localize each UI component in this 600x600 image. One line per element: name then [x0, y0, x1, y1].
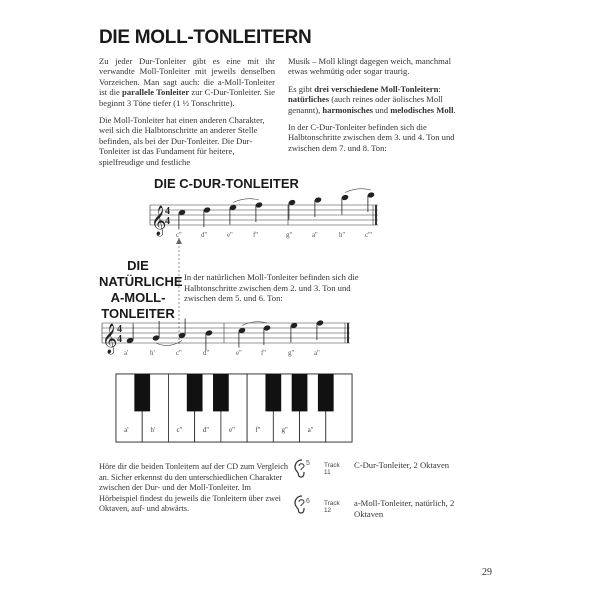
text: :	[438, 83, 441, 94]
intro-paragraph-2: Die Moll-Tonleiter hat einen anderen Charakter, weil sich die Halbtonschritte an anderer Stelle befinden, als bei der Dur-Tonleiter. Die Dur-Tonleiter ist das Fundament für heitere, spielfreudige und festliche	[99, 115, 265, 167]
intro-paragraph-5: In der C-Dur-Tonleiter befinden sich die Halbtonschritte zwischen dem 3. und 4. Ton und zwischen dem 7. und 8. Ton:	[288, 122, 455, 153]
note-label: f''	[253, 231, 258, 239]
track-label: Track 11	[324, 462, 340, 476]
note-label: e''	[227, 231, 233, 239]
track-label: Track 12	[324, 500, 340, 514]
bold-term: melodisches Moll	[390, 104, 454, 115]
heading-line: TONLEITER	[101, 306, 175, 321]
moll-description: In der natürlichen Moll-Tonleiter befinden sich die Halbtonschritte zwischen dem 2. und 3. Ton und zwischen dem 5. und 6. Ton:	[184, 272, 359, 304]
track-description: a-Moll-Tonleiter, natürlich, 2 Oktaven	[354, 498, 455, 519]
key-label: a''	[307, 426, 314, 434]
treble-clef-icon: 𝄞	[151, 206, 167, 235]
halftone-slur	[345, 189, 371, 193]
note-label: g''	[286, 231, 293, 239]
ear-icon	[295, 460, 304, 477]
note-label: d''	[201, 231, 208, 239]
key-label: c''	[176, 426, 183, 434]
text: Es gibt	[288, 83, 313, 94]
time-signature: 4	[117, 324, 122, 335]
note-label: h'	[150, 349, 155, 357]
heading-line: DIE	[127, 258, 149, 273]
listening-instructions: Höre dir die beiden Tonleitern auf der CD zum Vergleich an. Sicher erkennst du den unterschiedlichen Charakter zwischen der Dur- und der Moll-Tonleiter. Im Hörbeispiel findest du jeweils die Tonleitern über zwei Oktaven, auf- und abwärts.	[99, 462, 289, 514]
note-label: c'''	[365, 231, 372, 239]
text: zur C-Dur-Tonleiter. Sie beginnt 3 Töne tiefer (1 ½ Tonschritte).	[99, 87, 275, 108]
halftone-slur	[233, 199, 259, 203]
time-signature: 4	[117, 334, 122, 345]
treble-clef-icon: 𝄞	[102, 324, 118, 353]
note-label: c''	[176, 349, 182, 357]
track-description: C-Dur-Tonleiter, 2 Oktaven	[354, 460, 450, 470]
halftone-slur	[242, 322, 267, 326]
page-title: DIE MOLL-TONLEITERN	[99, 27, 312, 48]
bold-term: drei verschiedene Moll-Tonleitern	[314, 83, 439, 94]
cd-number: 5	[306, 460, 310, 467]
heading-line: NATÜRLICHE	[99, 274, 183, 289]
note-label: g''	[288, 349, 295, 357]
note-label: f''	[261, 349, 266, 357]
cdur-notes	[178, 189, 375, 230]
key-label: g''	[281, 426, 288, 434]
key-label: a'	[124, 426, 129, 434]
key-label: e''	[229, 426, 235, 434]
time-signature: 4	[165, 206, 170, 217]
text: Zu jeder Dur-Tonleiter gibt es eine mit ihr verwandte Moll-Tonleiter mit jeweils denselben Vorzeichen. Man sagt auch: die a-Moll-Tonleiter ist die	[99, 56, 275, 98]
note-label: d''	[203, 349, 210, 357]
note-label: e''	[236, 349, 242, 357]
black-key	[187, 374, 203, 411]
bold-term: natürliches	[288, 94, 330, 105]
black-key	[318, 374, 334, 411]
note-label: c''	[176, 231, 182, 239]
text: und	[375, 104, 389, 115]
note-label: a''	[312, 231, 318, 239]
cdur-staff	[150, 205, 378, 225]
time-signature: 4	[165, 216, 170, 227]
black-key	[134, 374, 150, 411]
ear-icon	[295, 496, 304, 513]
intro-paragraph-3: Musik – Moll klingt dagegen weich, manchmal etwas wehmütig oder sogar traurig.	[288, 56, 452, 77]
bold-term: parallele Tonleiter	[122, 87, 190, 98]
text: .	[453, 104, 456, 115]
cdur-heading: DIE C-DUR-TONLEITER	[154, 176, 299, 191]
black-key	[213, 374, 229, 411]
cd-number: 6	[306, 498, 310, 505]
moll-staff	[102, 323, 350, 343]
heading-line: A-MOLL-	[110, 290, 166, 305]
text: (auch reines oder äolisches Moll genannt),	[288, 94, 443, 115]
black-key	[265, 374, 281, 411]
note-label: a''	[314, 349, 320, 357]
key-label: d''	[202, 426, 209, 434]
key-label: f''	[255, 426, 261, 434]
page-number: 29	[482, 567, 492, 578]
note-label: h''	[339, 231, 346, 239]
key-label: h'	[150, 426, 156, 434]
black-key	[292, 374, 308, 411]
bold-term: harmonisches	[322, 104, 373, 115]
note-label: a'	[124, 349, 129, 357]
